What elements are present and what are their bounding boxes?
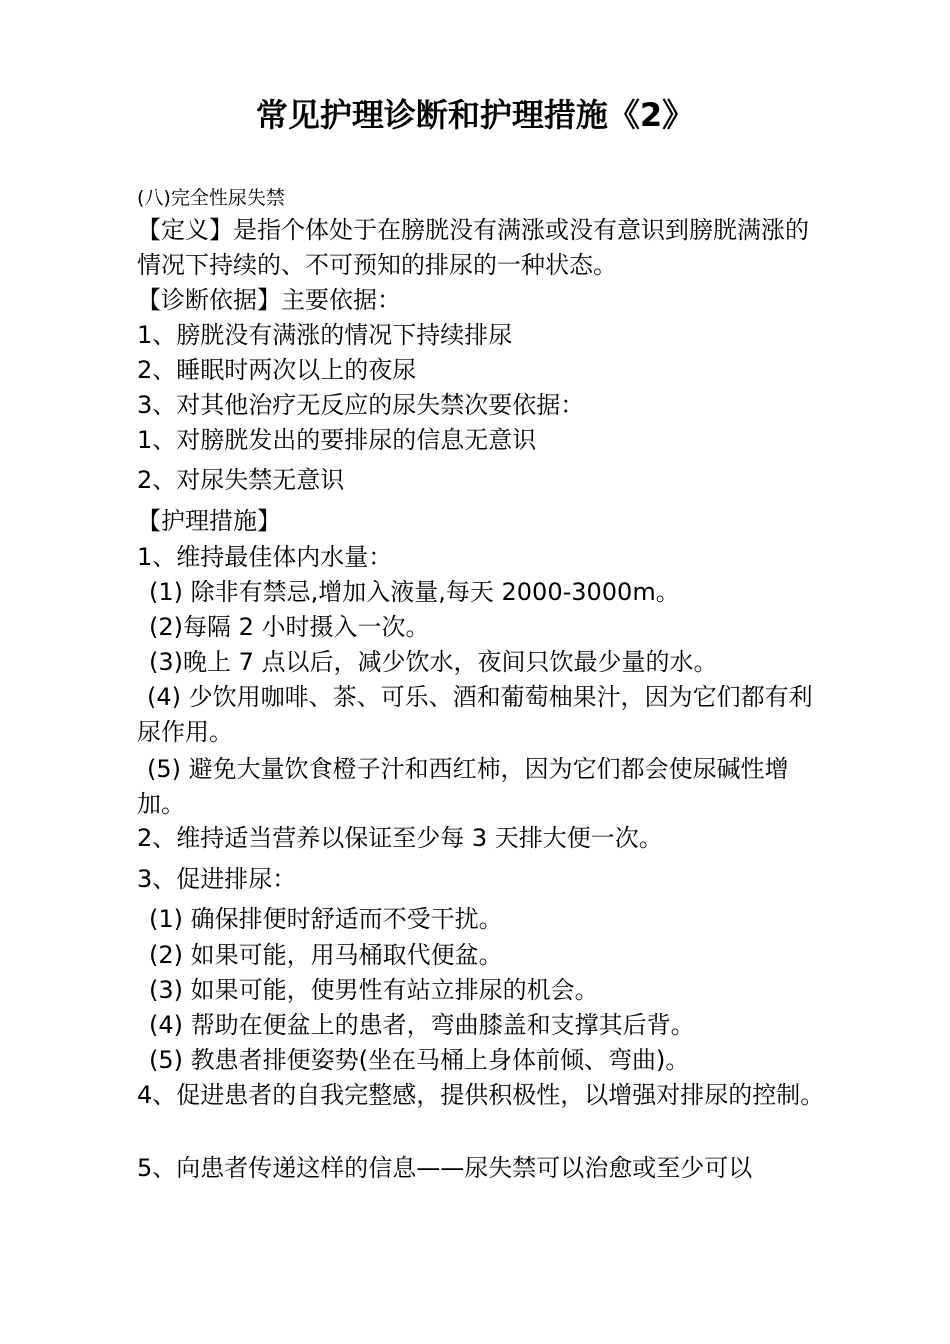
measure-3-item: (5) 教患者排便姿势(坐在马桶上身体前倾、弯曲)。 [149,1046,690,1074]
measure-1-heading: 1、维持最佳体内水量： [137,543,393,571]
definition-paragraph: 【定义】是指个体处于在膀胱没有满涨或没有意识到膀胱满涨的情况下持续的、不可预知的排尿的一种状态。 [137,216,809,279]
measure-1-item: (2)每隔 2 小时摄入一次。 [149,613,430,641]
measure-3-item: (1) 确保排便时舒适而不受干扰。 [149,905,503,933]
diagnosis-item: 2、睡眠时两次以上的夜尿 [137,356,417,384]
measure-3-item: (4) 帮助在便盆上的患者，弯曲膝盖和支撑其后背。 [149,1011,695,1039]
measure-1-item: (5) 避免大量饮食橙子汁和西红柿，因为它们都会使尿碱性增加。 [137,755,789,818]
measure-5: 5、向患者传递这样的信息——尿失禁可以治愈或至少可以 [137,1154,753,1182]
measure-1-item: (1) 除非有禁忌,增加入液量,每天 2000-3000m。 [149,578,680,606]
measure-4: 4、促进患者的自我完整感，提供积极性，以增强对排尿的控制。 [137,1081,825,1109]
diagnosis-item: 1、膀胱没有满涨的情况下持续排尿 [137,321,513,349]
diagnosis-item: 3、对其他治疗无反应的尿失禁次要依据： [137,391,585,419]
measure-1-item: (3)晚上 7 点以后，减少饮水，夜间只饮最少量的水。 [149,648,718,676]
diagnosis-header: 【诊断依据】主要依据： [137,286,401,314]
measure-3-item: (2) 如果可能，用马桶取代便盆。 [149,941,503,969]
measure-3-heading: 3、促进排尿： [137,865,297,893]
diagnosis-minor-item: 2、对尿失禁无意识 [137,466,345,494]
page-title: 常见护理诊断和护理措施《2》 [255,96,695,134]
diagnosis-minor-item: 1、对膀胱发出的要排尿的信息无意识 [137,426,537,454]
section-heading: (八)完全性尿失禁 [137,187,285,209]
measure-3-item: (3) 如果可能，使男性有站立排尿的机会。 [149,976,599,1004]
measure-1-item: (4) 少饮用咖啡、茶、可乐、酒和葡萄柚果汁，因为它们都有利尿作用。 [137,683,813,746]
measure-2: 2、维持适当营养以保证至少每 3 天排大便一次。 [137,824,663,852]
measures-header: 【护理措施】 [137,507,281,535]
